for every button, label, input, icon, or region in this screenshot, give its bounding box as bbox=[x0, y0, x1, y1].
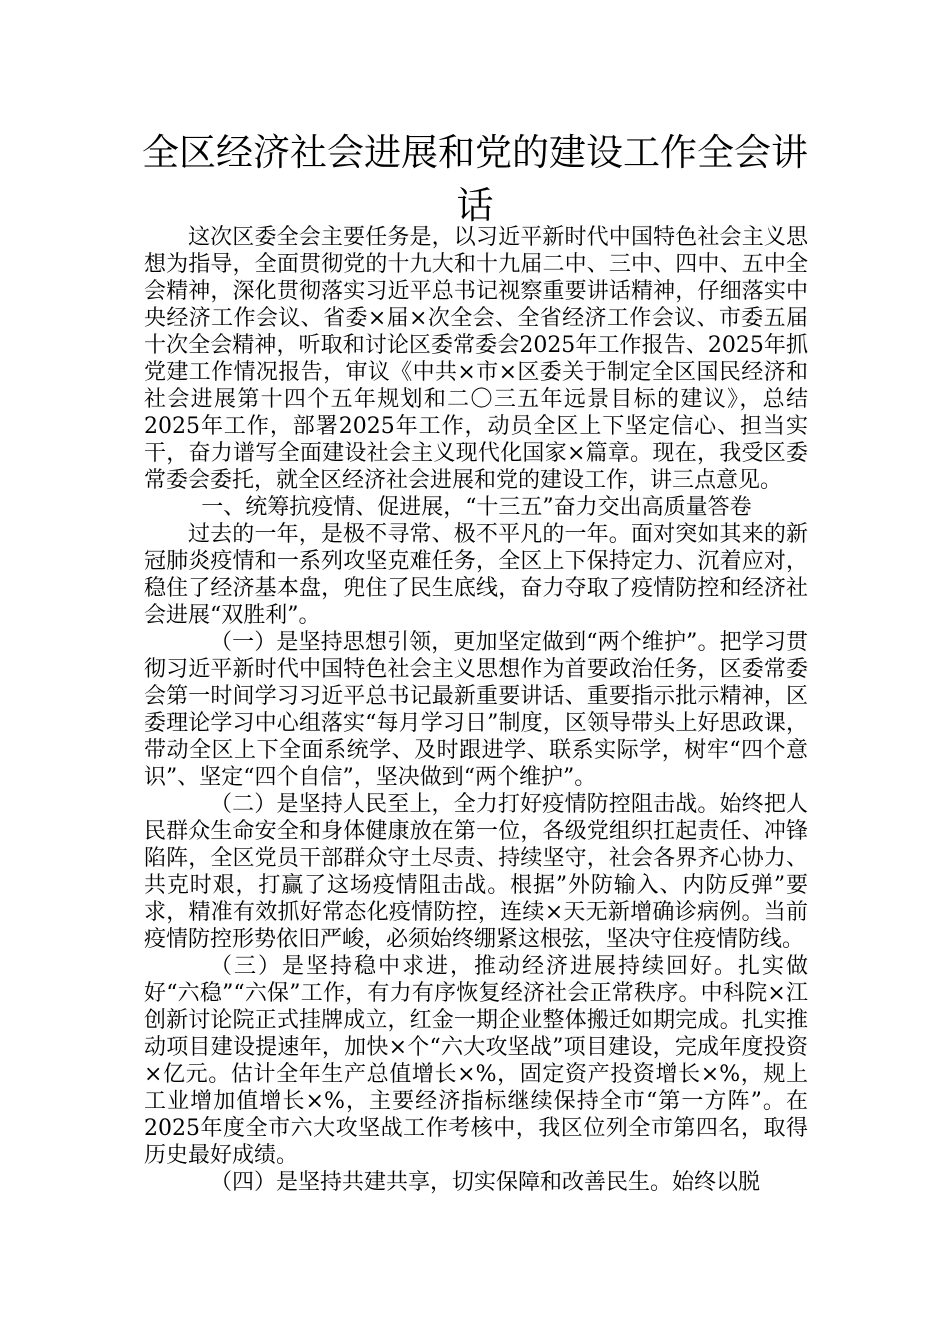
point-4-paragraph: （四）是坚持共建共享，切实保障和改善民生。始终以脱 bbox=[210, 1170, 761, 1195]
section-heading-1: 一、统筹抗疫情、促进展，“十三五”奋力交出高质量答卷 bbox=[201, 495, 752, 520]
intro-paragraph: 这次区委全会主要任务是，以习近平新时代中国特色社会主义思想为指导，全面贯彻党的十九大和十九届二中、三中、四中、五中全会精神，深化贯彻落实习近平总书记视察重要讲话精神，仔细落实中央经济工作会议、省委×届×次全会、全省经济工作会议、市委五届十次全会精神，听取和讨论区委常委会2025年工作报告、2025年抓党建工作情况报告，审议《中共×市×区委关于制定全区国民经济和社会进展第十四个五年规划和二〇三五年远景目标的建议》，总结2025年工作，部署2025年工作，动员全区上下坚定信心、担当实干，奋力谱写全面建设社会主义现代化国家×篇章。现在，我受区委常委会委托，就全区经济社会进展和党的建设工作，讲三点意见。 bbox=[144, 225, 808, 493]
section-1-intro-paragraph: 过去的一年，是极不寻常、极不平凡的一年。面对突如其来的新冠肺炎疫情和一系列攻坚克难任务，全区上下保持定力、沉着应对，稳住了经济基本盘，兜住了民生底线，奋力夺取了疫情防控和经济社会进展“双胜利”。 bbox=[144, 522, 808, 628]
point-1-paragraph: （一）是坚持思想引领，更加坚定做到“两个维护”。把学习贯彻习近平新时代中国特色社会主义思想作为首要政治任务，区委常委会第一时间学习习近平总书记最新重要讲话、重要指示批示精神，区委理论学习中心组落实“每月学习日”制度，区领导带头上好思政课，带动全区上下全面系统学、及时跟进学、联系实际学，树牢“四个意识”、坚定“四个自信”，坚决做到“两个维护”。 bbox=[144, 630, 808, 790]
document-body bbox=[144, 224, 808, 1196]
point-2-paragraph: （二）是坚持人民至上，全力打好疫情防控阻击战。始终把人民群众生命安全和身体健康放在第一位，各级党组织扛起责任、冲锋陷阵，全区党员干部群众守土尽责、持续坚守，社会各界齐心协力、共克时艰，打赢了这场疫情阻击战。根据”外防输入、内防反弹”要求，精准有效抓好常态化疫情防控，连续×天无新增确诊病例。当前疫情防控形势依旧严峻，必须始终绷紧这根弦，坚决守住疫情防线。 bbox=[144, 792, 808, 952]
point-3-paragraph: （三）是坚持稳中求进，推动经济进展持续回好。扎实做好“六稳”“六保”工作，有力有序恢复经济社会正常秩序。中科院×江创新讨论院正式挂牌成立，红金一期企业整体搬迁如期完成。扎实推动项目建设提速年，加快×个“六大攻坚战”项目建设，完成年度投资×亿元。估计全年生产总值增长×%，固定资产投资增长×%，规上工业增加值增长×%，主要经济指标继续保持全市“第一方阵”。在2025年度全市六大攻坚战工作考核中，我区位列全市第四名，取得历史最好成绩。 bbox=[144, 954, 808, 1168]
document-title: 全区经济社会进展和党的建设工作全会讲话 bbox=[142, 131, 808, 227]
